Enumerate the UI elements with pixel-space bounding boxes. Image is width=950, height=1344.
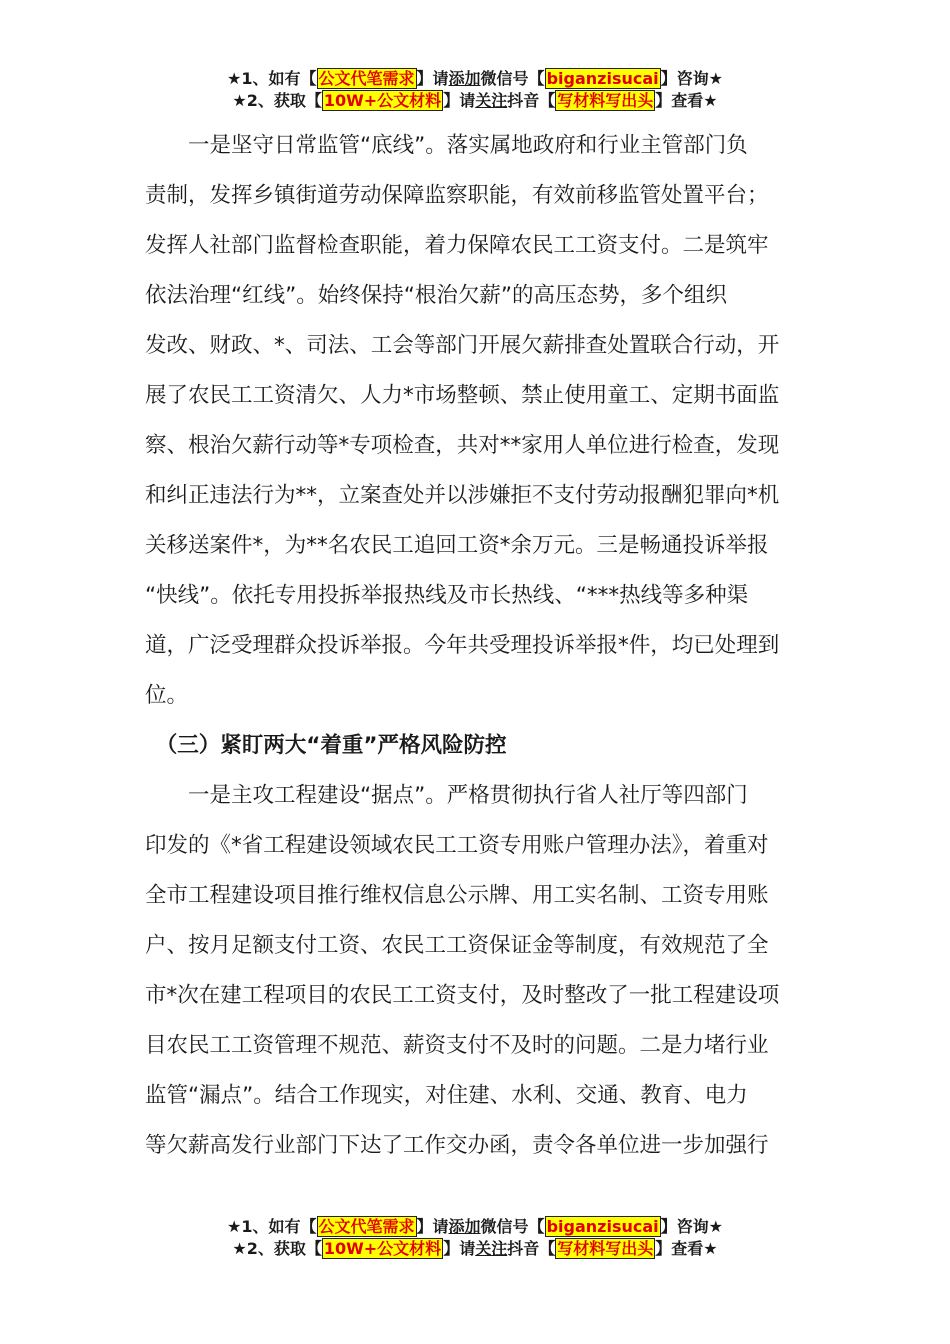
body-line: 察、根治欠薪行动等*专项检查，共对**家用人单位进行检查，发现 [145,433,780,458]
body-line: 责制，发挥乡镇街道劳动保障监察职能，有效前移监管处置平台； [145,183,769,208]
banner-highlight-douyin: 写材料写出头 [557,91,654,110]
body-line: 和纠正违法行为**，立案查处并以涉嫌拒不支付劳动报酬犯罪向*机 [145,483,780,508]
banner-highlight-wechat-id: biganzisucai [546,1217,659,1236]
banner-line-2 [0,90,950,112]
banner-underline-follow: 关注 [475,1239,508,1258]
body-line: 发挥人社部门监督检查职能，着力保障农民工工资支付。二是筑牢 [145,233,769,258]
banner-text: 】咨询★ [660,69,723,88]
body-line: 关移送案件*，为**名农民工追回工资*余万元。三是畅通投诉举报 [145,533,769,558]
body-line: 位。 [145,683,189,708]
body-line: 一是坚守日常监管“底线”。落实属地政府和行业主管部门负 [145,133,748,158]
body-line: 发改、财政、*、司法、工会等部门开展欠薪排查处置联合行动，开 [145,333,780,358]
banner-underline-add: 添加 [448,69,481,88]
banner-line-1 [0,1216,950,1238]
banner-highlight-service: 公文代笔需求 [318,69,415,88]
banner-underline-add: 添加 [448,1217,481,1236]
banner-text: 】请 [443,1239,476,1258]
banner-highlight-service: 公文代笔需求 [318,1217,415,1236]
banner-text: 】查看★ [655,91,718,110]
banner-text: 微信号【 [480,69,545,88]
banner-highlight-materials: 10W+公文材料 [323,91,442,110]
banner-text: 】请 [443,91,476,110]
body-line: 监管“漏点”。结合工作现实，对住建、水利、交通、教育、电力 [145,1083,748,1108]
banner-text: 】查看★ [655,1239,718,1258]
body-line: 户、按月足额支付工资、农民工工资保证金等制度，有效规范了全 [145,933,769,958]
body-line: 等欠薪高发行业部门下达了工作交办函，责令各单位进一步加强行 [145,1133,769,1158]
banner-text: 抖音【 [507,91,556,110]
banner-text: 】请 [416,1217,449,1236]
banner-text: 微信号【 [480,1217,545,1236]
banner-highlight-wechat-id: biganzisucai [546,69,659,88]
banner-highlight-materials: 10W+公文材料 [323,1239,442,1258]
banner-highlight-douyin: 写材料写出头 [557,1239,654,1258]
body-line: 一是主攻工程建设“据点”。严格贯彻执行省人社厅等四部门 [145,783,748,808]
banner-text: ★2、获取【 [232,1239,322,1258]
banner-line-1 [0,68,950,90]
body-line: “快线”。依托专用投拆举报热线及市长热线、“***热线等多种渠 [145,583,749,608]
section-heading: （三）紧盯两大“着重”严格风险防控 [145,733,507,758]
document-body [145,121,805,1171]
bottom-banner [0,1216,950,1260]
body-line: 目农民工工资管理不规范、薪资支付不及时的问题。二是力堵行业 [145,1033,769,1058]
body-line: 印发的《*省工程建设领域农民工工资专用账户管理办法》，着重对 [145,833,769,858]
banner-text: ★2、获取【 [232,91,322,110]
body-line: 依法治理“红线”。始终保持“根治欠薪”的高压态势，多个组织 [145,283,728,308]
banner-text: ★1、如有【 [227,1217,317,1236]
top-banner [0,68,950,112]
body-line: 全市工程建设项目推行维权信息公示牌、用工实名制、工资专用账 [145,883,769,908]
banner-underline-follow: 关注 [475,91,508,110]
body-line: 市*次在建工程项目的农民工工资支付，及时整改了一批工程建设项 [145,983,780,1008]
banner-text: 】咨询★ [660,1217,723,1236]
banner-text: 】请 [416,69,449,88]
banner-text: ★1、如有【 [227,69,317,88]
body-line: 展了农民工工资清欠、人力*市场整顿、禁止使用童工、定期书面监 [145,383,780,408]
body-line: 道，广泛受理群众投诉举报。今年共受理投诉举报*件，均已处理到 [145,633,780,658]
banner-text: 抖音【 [507,1239,556,1258]
banner-line-2 [0,1238,950,1260]
